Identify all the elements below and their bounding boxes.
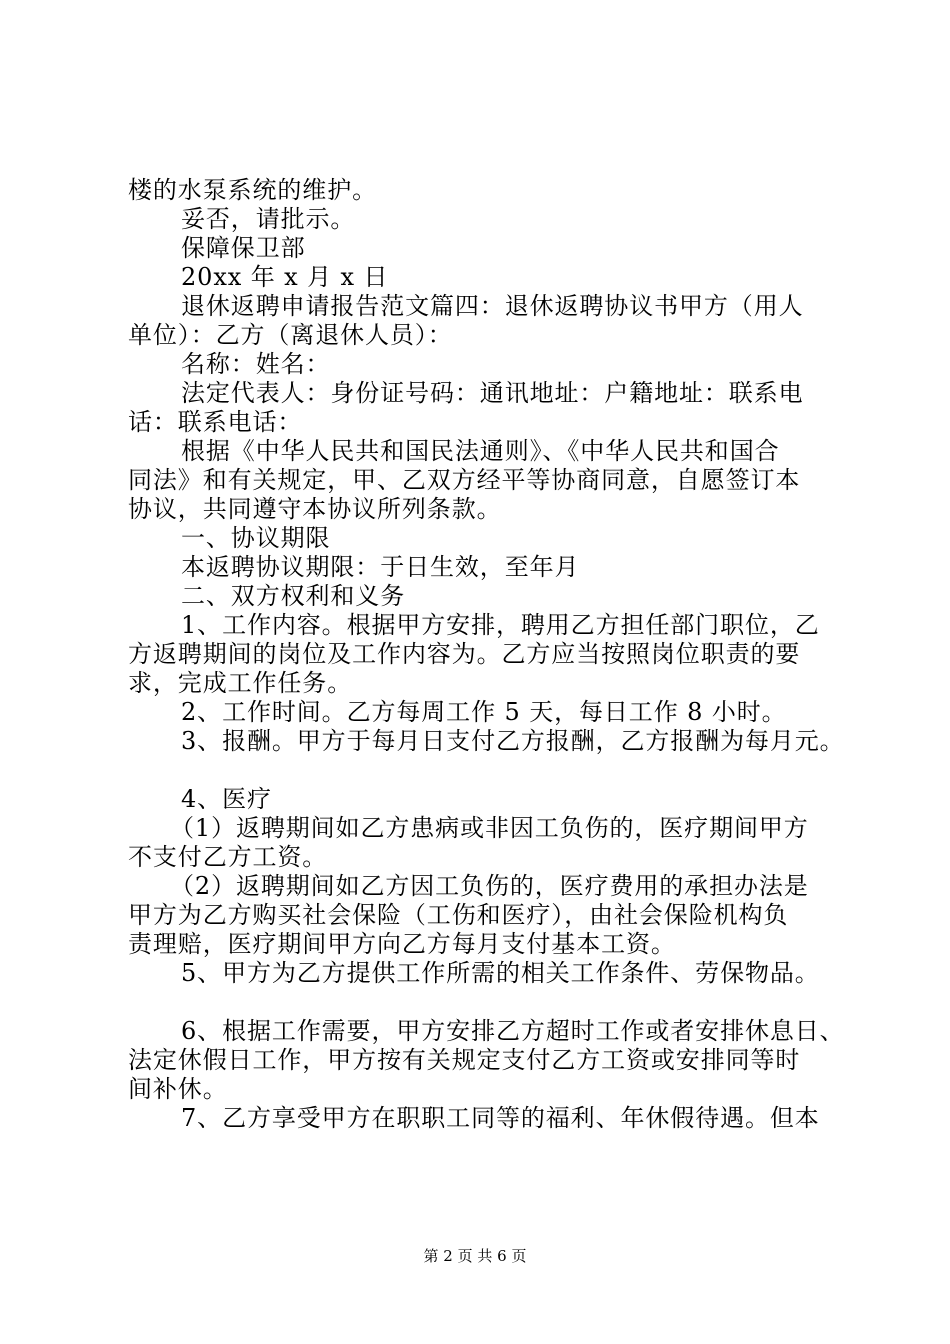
text-line: 法定休假日工作，甲方按有关规定支付乙方工资或安排同等时 xyxy=(128,1046,801,1074)
blank-line xyxy=(128,988,838,1017)
text-line: 间补休。 xyxy=(128,1075,228,1103)
text-line: （1）返聘期间如乙方患病或非因工负伤的，医疗期间甲方 xyxy=(170,814,809,842)
text-line: 6、根据工作需要，甲方安排乙方超时工作或者安排休息日、 xyxy=(181,1017,845,1045)
text-line: 5、甲方为乙方提供工作所需的相关工作条件、劳保物品。 xyxy=(181,959,820,987)
document-body xyxy=(128,176,845,1133)
text-line: 3、报酬。甲方于每月日支付乙方报酬，乙方报酬为每月元。 xyxy=(181,727,845,755)
text-line: 方返聘期间的岗位及工作内容为。乙方应当按照岗位职责的要 xyxy=(128,640,801,668)
text-line: 不支付乙方工资。 xyxy=(128,843,328,871)
text-line: 7、乙方享受甲方在职职工同等的福利、年休假待遇。但本 xyxy=(181,1104,820,1132)
text-line: 妥否，请批示。 xyxy=(181,205,356,233)
text-line: 保障保卫部 xyxy=(181,234,306,262)
page-footer: 第 2 页 共 6 页 xyxy=(423,1247,527,1265)
text-line: 根据《中华人民共和国民法通则》、《中华人民共和国合 xyxy=(181,437,780,465)
text-line: 20xx 年 x 月 x 日 xyxy=(181,263,389,291)
text-line: （2）返聘期间如乙方因工负伤的，医疗费用的承担办法是 xyxy=(170,872,809,900)
text-line: 1、工作内容。根据甲方安排，聘用乙方担任部门职位，乙 xyxy=(181,611,820,639)
text-line: 楼的水泵系统的维护。 xyxy=(128,176,377,204)
text-line: 一、协议期限 xyxy=(181,524,331,552)
text-line: 同法》和有关规定，甲、乙双方经平等协商同意，自愿签订本 xyxy=(128,466,801,494)
blank-line xyxy=(128,756,838,785)
text-line: 本返聘协议期限：于日生效，至年月 xyxy=(181,553,580,581)
text-line: 单位）：乙方（离退休人员）： xyxy=(128,321,453,349)
text-line: 名称：姓名： xyxy=(181,350,331,378)
text-line: 甲方为乙方购买社会保险（工伤和医疗），由社会保险机构负 xyxy=(128,901,789,929)
text-line: 求，完成工作任务。 xyxy=(128,669,353,697)
text-line: 4、医疗 xyxy=(181,785,272,813)
text-line: 法定代表人：身份证号码：通讯地址：户籍地址：联系电 xyxy=(181,379,804,407)
text-line: 话：联系电话： xyxy=(128,408,303,436)
text-line: 退休返聘申请报告范文篇四：退休返聘协议书甲方（用人 xyxy=(181,292,804,320)
text-line: 二、双方权利和义务 xyxy=(181,582,406,610)
text-line: 责理赔，医疗期间甲方向乙方每月支付基本工资。 xyxy=(128,930,676,958)
text-line: 协议，共同遵守本协议所列条款。 xyxy=(128,495,502,523)
text-line: 2、工作时间。乙方每周工作 5 天，每日工作 8 小时。 xyxy=(181,698,787,726)
